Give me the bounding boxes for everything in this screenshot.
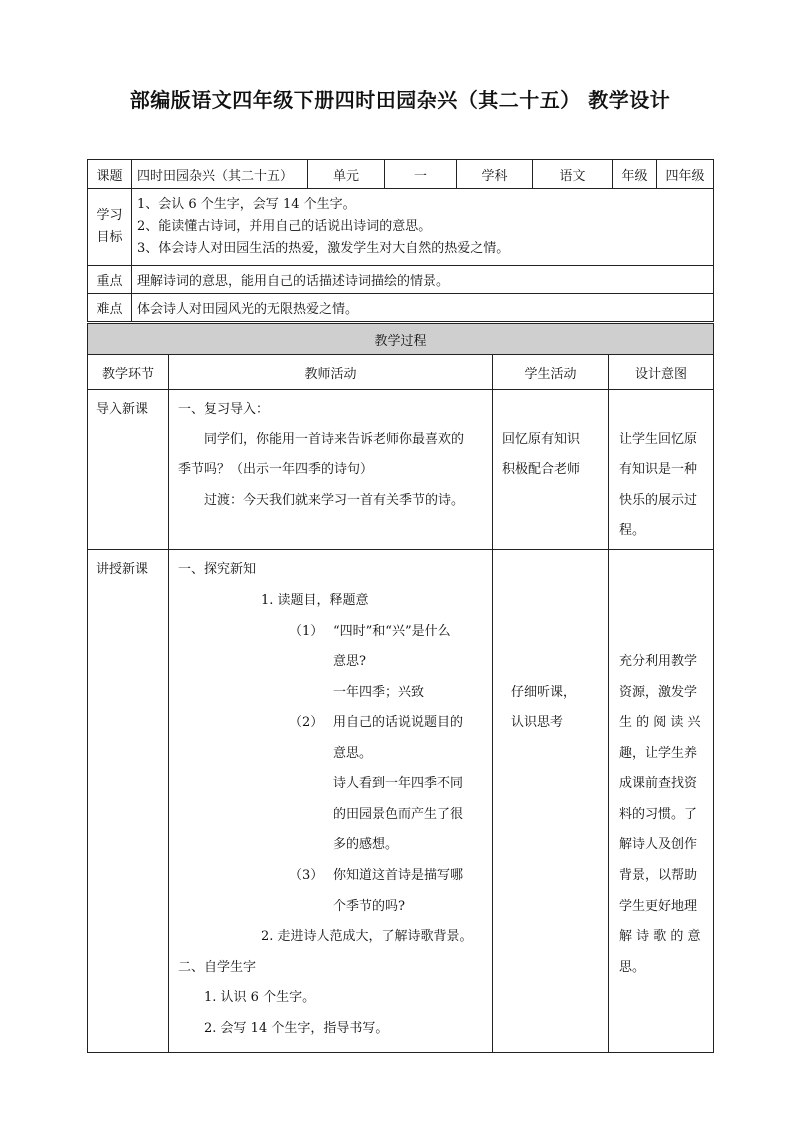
process-header: 教学过程 xyxy=(88,324,714,355)
question-line: 用自己的话说说题目的 xyxy=(333,715,464,730)
intent-line: 成课前查找资 xyxy=(619,776,698,791)
step-line: 1. 读题目，释题意 xyxy=(261,593,369,608)
teacher-line: 同学们，你能用一首诗来告诉老师你最喜欢的 xyxy=(204,432,465,447)
student-new xyxy=(493,550,609,1053)
goal-item: 1、会认 6 个生字，会写 14 个生字。 xyxy=(137,197,356,212)
col-student-header: 学生活动 xyxy=(493,355,609,390)
answer-line: 诗人看到一年四季不同 xyxy=(333,776,464,791)
section-heading: 二、自学生字 xyxy=(178,960,257,975)
intent-line: 生 的 阅 读 兴 xyxy=(619,715,701,730)
intent-line: 趣，让学生养 xyxy=(619,746,698,761)
zhongdian-value: 理解诗词的意思，能用自己的话描述诗词描绘的情景。 xyxy=(132,266,714,294)
teacher-new xyxy=(169,550,493,1053)
student-line: 仔细听课， xyxy=(511,685,577,700)
step-line: 2. 走进诗人范成大，了解诗歌背景。 xyxy=(261,929,473,944)
stage-intro-label: 导入新课 xyxy=(96,402,149,417)
goals-list xyxy=(132,189,714,266)
question-line: 意思。 xyxy=(333,746,373,761)
intent-line: 让学生回忆原 xyxy=(619,432,698,447)
intent-line: 程。 xyxy=(619,523,646,538)
intent-line: 料的习惯。了 xyxy=(619,807,698,822)
student-line: 积极配合老师 xyxy=(502,462,581,477)
intent-intro xyxy=(609,390,714,550)
intent-line: 解 诗 歌 的 意 xyxy=(619,929,701,944)
question-number: （1） xyxy=(289,624,324,639)
xueke-label: 学科 xyxy=(457,160,533,189)
intent-line: 解诗人及创作 xyxy=(619,837,698,852)
teacher-intro xyxy=(169,390,493,550)
intent-new xyxy=(609,550,714,1053)
step-line: 1. 认识 6 个生字。 xyxy=(204,990,316,1005)
keti-value: 四时田园杂兴（其二十五） xyxy=(132,160,308,189)
nianji-value: 四年级 xyxy=(657,160,714,189)
stage-new-label: 讲授新课 xyxy=(96,562,149,577)
teacher-line: 季节吗？（出示一年四季的诗句） xyxy=(178,462,374,477)
lesson-info-table xyxy=(87,159,714,322)
nandian-label: 难点 xyxy=(88,294,132,322)
goal-item: 3、体会诗人对田园生活的热爱，激发学生对大自然的热爱之情。 xyxy=(137,241,510,256)
danyuan-value: 一 xyxy=(385,160,457,189)
goals-label-line: 目标 xyxy=(96,230,123,245)
question-line: 你知道这首诗是描写哪 xyxy=(333,868,464,883)
question-number: （2） xyxy=(289,715,324,730)
question-line: 意思? xyxy=(333,654,366,669)
nianji-label: 年级 xyxy=(613,160,657,189)
col-intent-header: 设计意图 xyxy=(609,355,714,390)
xueke-value: 语文 xyxy=(533,160,613,189)
intent-line: 充分利用教学 xyxy=(619,654,698,669)
page-title: 部编版语文四年级下册四时田园杂兴（其二十五） 教学设计 xyxy=(129,88,671,112)
teaching-process-table xyxy=(87,323,714,1053)
intent-line: 背景，以帮助 xyxy=(619,868,698,883)
goals-label xyxy=(88,189,132,266)
student-line: 认识思考 xyxy=(511,715,564,730)
intent-line: 有知识是一种 xyxy=(619,462,698,477)
question-line: 个季节的吗? xyxy=(333,899,405,914)
danyuan-label: 单元 xyxy=(308,160,385,189)
section-heading: 一、探究新知 xyxy=(178,562,257,577)
answer-line: 多的感想。 xyxy=(333,837,399,852)
teacher-line: 过渡：今天我们就来学习一首有关季节的诗。 xyxy=(204,493,465,508)
intent-line: 资源，激发学 xyxy=(619,685,698,700)
student-line: 回忆原有知识 xyxy=(502,432,581,447)
intent-line: 思。 xyxy=(619,960,646,975)
question-line: “四时”和“兴”是什么 xyxy=(333,624,451,639)
student-intro xyxy=(493,390,609,550)
zhongdian-label: 重点 xyxy=(88,266,132,294)
teacher-line: 一、复习导入： xyxy=(178,402,270,417)
intent-line: 快乐的展示过 xyxy=(619,493,698,508)
goal-item: 2、能读懂古诗词，并用自己的话说出诗词的意思。 xyxy=(137,219,432,234)
keti-label: 课题 xyxy=(88,160,132,189)
answer-line: 一年四季；兴致 xyxy=(333,685,425,700)
stage-intro xyxy=(88,390,169,550)
col-stage-header: 教学环节 xyxy=(88,355,169,390)
col-teacher-header: 教师活动 xyxy=(169,355,493,390)
question-number: （3） xyxy=(289,868,324,883)
stage-new xyxy=(88,550,169,1053)
step-line: 2. 会写 14 个生字，指导书写。 xyxy=(204,1021,389,1036)
nandian-value: 体会诗人对田园风光的无限热爱之情。 xyxy=(132,294,714,322)
goals-label-line: 学习 xyxy=(96,208,123,223)
answer-line: 的田园景色而产生了很 xyxy=(333,807,464,822)
intent-line: 学生更好地理 xyxy=(619,899,698,914)
